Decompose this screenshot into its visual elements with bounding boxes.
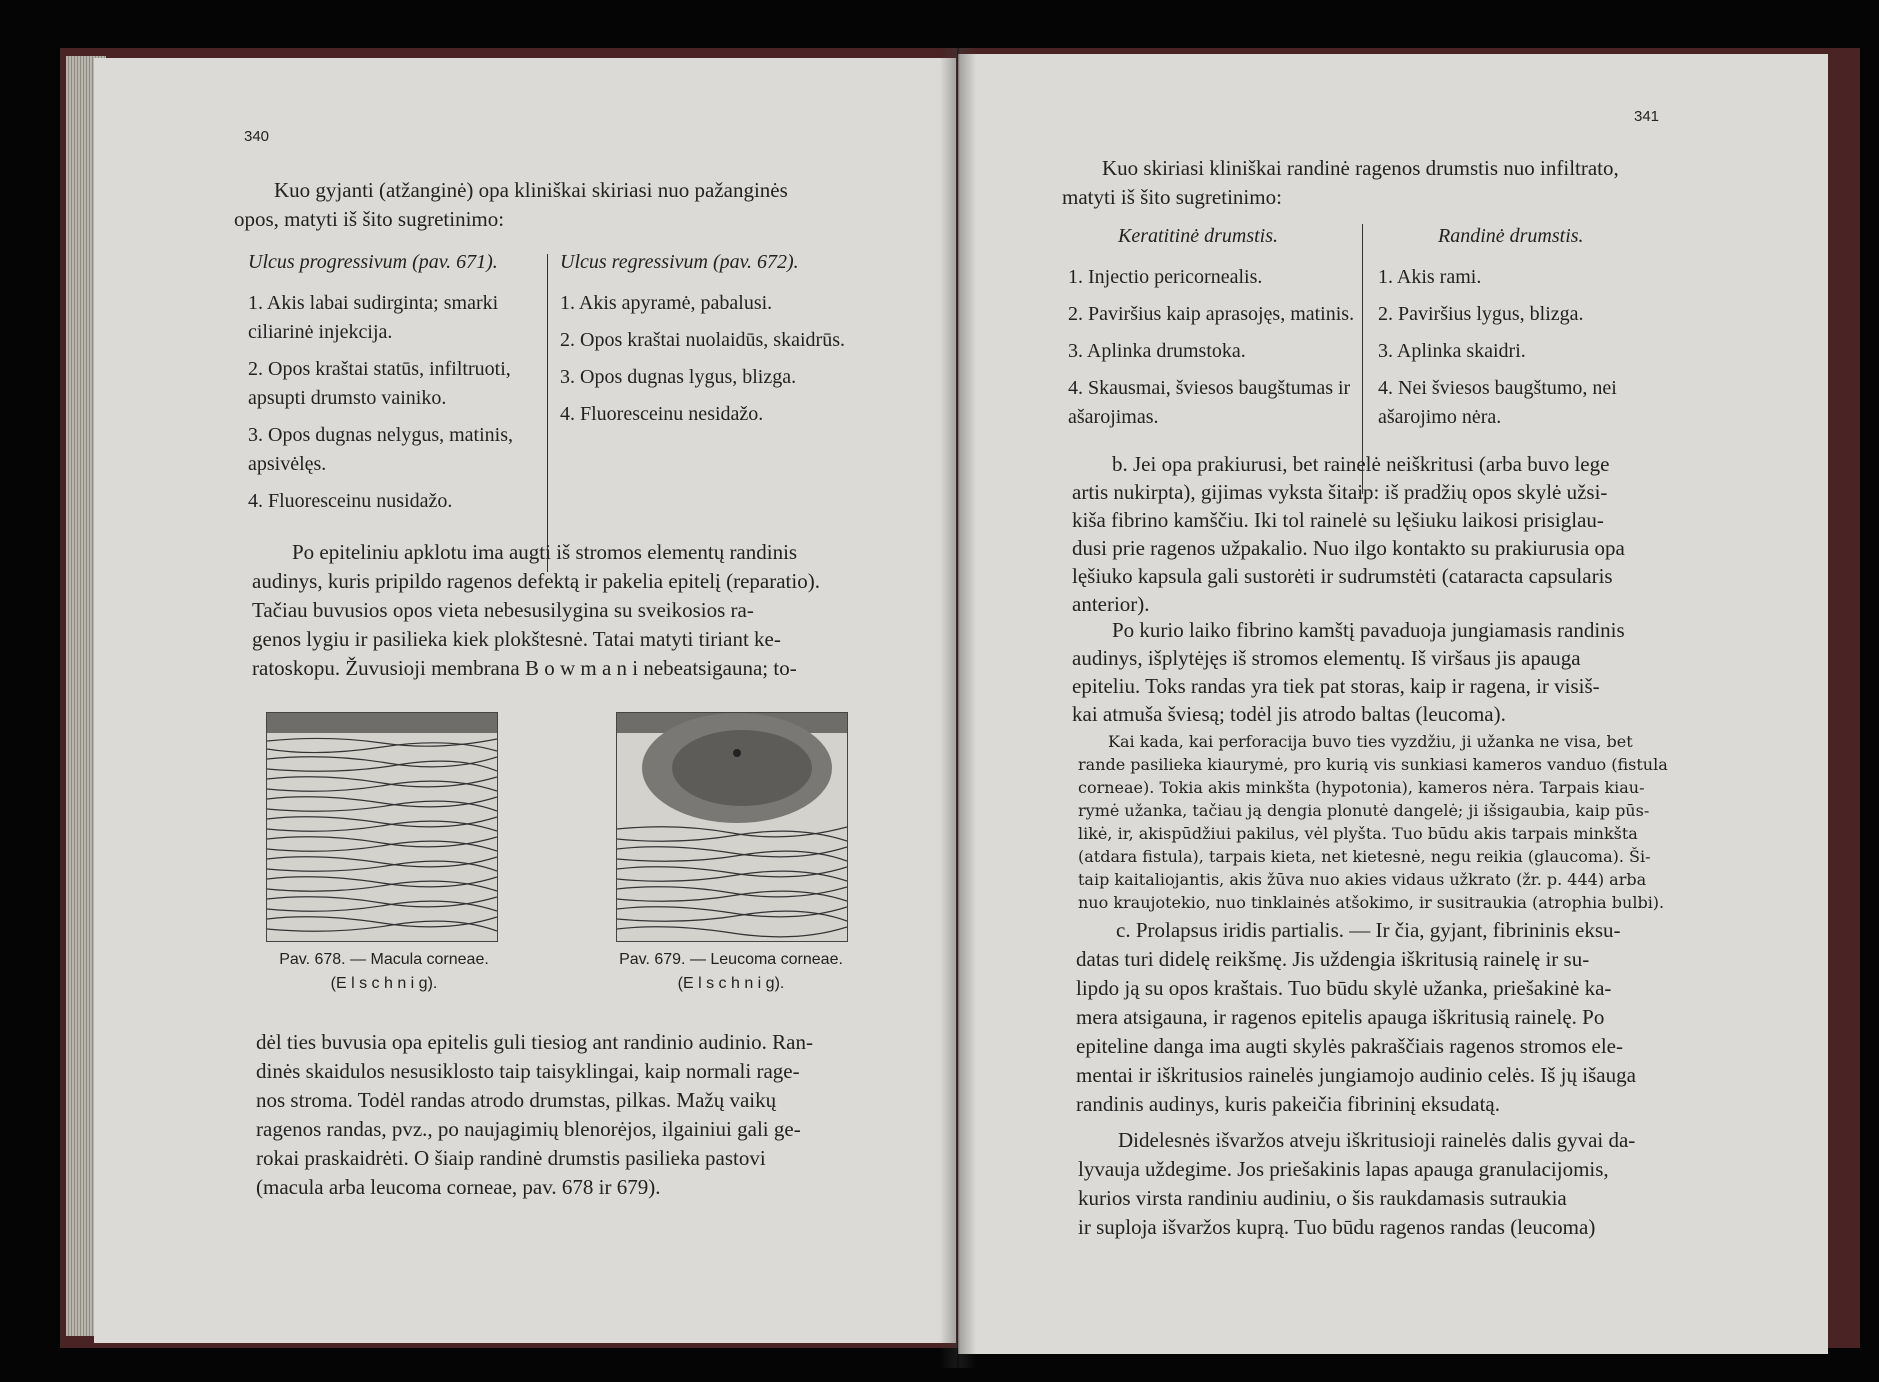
intro-paragraph: Kuo skiriasi kliniškai randinė ragenos drumstis nuo infiltrato, matyti iš šito sugretinimo: (1062, 156, 1619, 209)
paragraph-prolapsus: c. Prolapsus iridis partialis. — Ir čia, gyjant, fibrininis eksu- datas turi didelę reikšmę. Jis uždengia iškritusią rainelę ir su- lipdo ją su opos kraštais. Tuo būdu skylė užanka, priešakinė ka- mera atsigauna, ir ragenos epitelis apauga iškritusią rainelę. Po epiteline danga ima augti skylės pakraščiais ragenos stromos ele- mentai ir iškritusios rainelės jungiamojo audinio celės. Iš jų išauga randinis audinys, kuris pakeičia fibrininį eksudatą. (1076, 918, 1636, 1116)
book-gutter (940, 48, 976, 1368)
comparison-column-left: Keratitinė drumstis. 1. Injectio pericornealis. 2. Paviršius kaip aprasojęs, matinis. 3. Aplinka drumstoka. 4. Skausmai, šviesos baugštumas ir ašarojimas. (1068, 225, 1355, 428)
comparison-column-right: Ulcus regressivum (pav. 672). 1. Akis apyramė, pabalusi. 2. Opos kraštai nuolaidūs, skaidrūs. 3. Opos dugnas lygus, blizga. 4. Fluoresceinu nesidažo. (560, 251, 845, 425)
page-number: 340 (244, 128, 270, 145)
figure-leucoma-illustration (617, 713, 847, 941)
paragraph-fibrin: Po kurio laiko fibrino kamštį pavaduoja jungiamasis randinis audinys, išplytėjęs iš stromos elementų. Iš viršaus jis apauga epiteliu. Toks randas yra tiek pat storas, kaip ir ragena, ir visiš- kai atmuša šviesą; todėl jis atrodo baltas (leucoma). (1072, 618, 1625, 726)
comparison-column-left: Ulcus progressivum (pav. 671). 1. Akis labai sudirginta; smarki ciliarinė injekcija. 2. Opos kraštai statūs, infiltruoti, apsupti drumsto vainiko. 3. Opos dugnas nelygus, matinis, apsivėlęs. 4. Fluoresceinu nusidažo. (248, 251, 513, 512)
paragraph-hernia: Didelesnės išvaržos atveju iškritusioji rainelės dalis gyvai da- lyvauja uždegime. Jos priešakinis lapas apauga granulacijomis, kurios virsta randiniu audiniu, o šis raukdamasis sutraukia ir suploja išvaržos kuprą. Tuo būdu ragenos randas (leucoma) (1078, 1128, 1636, 1239)
left-page (94, 58, 956, 1343)
comparison-column-right: Randinė drumstis. 1. Akis rami. 2. Paviršius lygus, blizga. 3. Aplinka skaidri. 4. Nei šviesos baugštumo, nei ašarojimo nėra. (1378, 225, 1617, 428)
figure-leucoma-corneae (616, 712, 848, 942)
right-page (958, 54, 1828, 1354)
paragraph-reparatio: Po epiteliniu apklotu ima augti iš stromos elementų randinis audinys, kuris pripildo ragenos defektą ir pakelia epitelį (reparatio). Tačiau buvusios opos vieta nebesusilygina su sveikosios ra- genos lygiu ir pasilieka kiek plokštesnė. Tatai matyti tiriant ke- ratoskopu. Žuvusioji membrana B o w m a n i nebeatsigauna; to- (252, 540, 820, 680)
figure-679-caption: Pav. 679. — Leucoma corneae. (E l s c h n i g). (619, 951, 843, 992)
paragraph-b: b. Jei opa prakiurusi, bet rainelė neiškritusi (arba buvo lege artis nukirpta), gijimas vyksta šitaip: iš pradžių opos skylė užsi- kiša fibrino kamščiu. Iki tol rainelė su lęšiuku laikosi prisiglau- dusi prie ragenos užpakalio. Nuo ilgo kontakto su prakiurusia opa lęšiuko kapsula gali sustorėti ir sudrumstėti (cataracta capsularis anterior). (1072, 452, 1625, 616)
column-divider (547, 254, 548, 572)
figure-macula-illustration (267, 713, 497, 941)
figure-678-caption: Pav. 678. — Macula corneae. (E l s c h n i g). (279, 951, 489, 992)
paragraph-scar: dėl ties buvusia opa epitelis guli tiesiog ant randinio audinio. Ran- dinės skaidulos nesusiklosto taip taisyklingai, kaip normali rage- nos stroma. Todėl randas atrodo drumstas, pilkas. Mažų vaikų ragenos randas, pvz., po naujagimių blenorėjos, ilgainiui gali ge- rokai praskaidrėti. O šiaip randinė drumstis pasilieka pastovi (macula arba leucoma corneae, pav. 678 ir 679). (256, 1030, 813, 1199)
intro-paragraph: Kuo gyjanti (atžanginė) opa kliniškai skiriasi nuo pažanginės opos, matyti iš šito sugretinimo: (234, 178, 788, 231)
page-number: 341 (1634, 108, 1660, 125)
small-print-note: Kai kada, kai perforacija buvo ties vyzdžiu, ji užanka ne visa, bet rande pasilieka kiaurymė, pro kurią vis sunkiasi kameros vanduo (fistula corneae). Tokia akis minkšta (hypotonia), kameros nėra. Tarpais kiau- rymė užanka, tačiau ją dengia plonutė dangelė; ji išsigaubia, kaip pūs- likė, ir, akispūdžiui pakilus, vėl plyšta. Tuo būdu akis tarpais minkšta (atdara fistula), tarpais kieta, net kietesnė, negu reikia (glaucoma). Ši- taip kaitaliojantis, akis žūva nuo akies vidaus užkrato (žr. p. 444) arba nuo kraujotekio, nuo tinklainės atšokimo, ir susitraukia (atrophia bulbi). (1078, 732, 1668, 912)
figure-macula-corneae (266, 712, 498, 942)
